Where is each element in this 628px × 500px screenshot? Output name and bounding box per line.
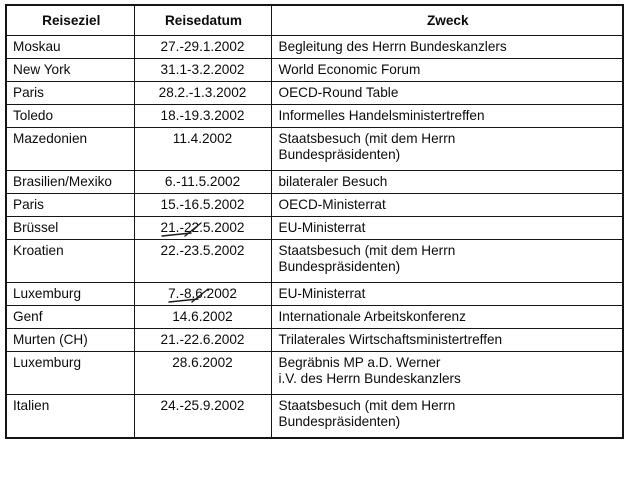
purpose-line: Begleitung des Herrn Bundeskanzlers	[278, 39, 507, 54]
table-row	[6, 329, 623, 352]
purpose-cell	[271, 171, 623, 194]
purpose-line: Trilaterales Wirtschaftsministertreffen	[278, 332, 503, 347]
destination-cell: Toledo	[6, 105, 134, 128]
date-cell	[134, 171, 271, 194]
purpose-line: bilateraler Besuch	[278, 174, 388, 189]
table-row	[6, 395, 623, 439]
strike-stroke	[192, 289, 208, 302]
purpose-line: Bundespräsidenten)	[278, 259, 401, 274]
date-cell	[134, 128, 271, 171]
date-text: 21.-22.6.2002	[160, 332, 245, 347]
handwritten-correction-mark	[168, 288, 228, 304]
table-row	[6, 128, 623, 171]
destination-cell: Mazedonien	[6, 128, 134, 171]
destination-cell: Moskau	[6, 36, 134, 59]
purpose-line: i.V. des Herrn Bundeskanzlers	[278, 371, 461, 386]
date-text: 6.-11.5.2002	[164, 174, 241, 189]
purpose-cell	[271, 240, 623, 283]
table-row	[6, 194, 623, 217]
purpose-line: Staatsbesuch (mit dem Herrn	[278, 131, 456, 146]
purpose-cell	[271, 306, 623, 329]
table-header	[6, 5, 623, 36]
date-cell	[134, 59, 271, 82]
date-text: 31.1-3.2.2002	[160, 62, 245, 77]
date-text: 11.4.2002	[172, 131, 233, 146]
purpose-line: World Economic Forum	[278, 62, 421, 77]
underline-stroke	[169, 299, 198, 302]
table-row	[6, 283, 623, 306]
date-cell	[134, 352, 271, 395]
destination-cell: New York	[6, 59, 134, 82]
purpose-cell	[271, 329, 623, 352]
destination-cell: Murten (CH)	[6, 329, 134, 352]
purpose-line: Internationale Arbeitskonferenz	[278, 309, 466, 324]
date-cell	[134, 217, 271, 240]
date-text: 27.-29.1.2002	[160, 39, 245, 54]
table-row	[6, 59, 623, 82]
purpose-line: Staatsbesuch (mit dem Herrn	[278, 243, 456, 258]
date-text: 21.-22.5.2002	[161, 220, 245, 236]
date-cell	[134, 36, 271, 59]
table-row	[6, 352, 623, 395]
purpose-line: EU-Ministerrat	[278, 220, 366, 235]
purpose-line: Informelles Handelsministertreffen	[278, 108, 485, 123]
table-row	[6, 82, 623, 105]
purpose-line: Bundespräsidenten)	[278, 147, 401, 162]
strike-stroke	[185, 223, 201, 236]
underline-stroke	[162, 233, 191, 236]
column-header-date: Reisedatum	[134, 5, 271, 36]
date-cell	[134, 194, 271, 217]
purpose-line: Begräbnis MP a.D. Werner	[278, 355, 441, 370]
purpose-line: Staatsbesuch (mit dem Herrn	[278, 398, 456, 413]
date-cell	[134, 82, 271, 105]
column-header-purpose: Zweck	[271, 5, 623, 36]
destination-cell: Paris	[6, 194, 134, 217]
destination-cell: Brasilien/Mexiko	[6, 171, 134, 194]
table-body	[6, 36, 623, 439]
destination-cell: Genf	[6, 306, 134, 329]
purpose-cell	[271, 82, 623, 105]
table-row	[6, 306, 623, 329]
date-cell	[134, 306, 271, 329]
purpose-line: Bundespräsidenten)	[278, 414, 401, 429]
travel-table	[5, 4, 624, 439]
purpose-cell	[271, 194, 623, 217]
date-text: 28.2.-1.3.2002	[158, 85, 247, 100]
date-text: 14.6.2002	[172, 309, 233, 324]
table-row	[6, 36, 623, 59]
purpose-line: EU-Ministerrat	[278, 286, 366, 301]
destination-cell: Italien	[6, 395, 134, 439]
date-cell	[134, 240, 271, 283]
handwritten-correction-mark	[161, 222, 221, 238]
destination-cell: Luxemburg	[6, 283, 134, 306]
date-text: 7.-8.6.2002	[168, 286, 237, 302]
purpose-cell	[271, 128, 623, 171]
destination-cell: Paris	[6, 82, 134, 105]
purpose-line: OECD-Round Table	[278, 85, 399, 100]
date-cell	[134, 329, 271, 352]
table-row	[6, 217, 623, 240]
date-cell	[134, 105, 271, 128]
date-text: 24.-25.9.2002	[160, 398, 245, 413]
destination-cell: Kroatien	[6, 240, 134, 283]
purpose-cell	[271, 395, 623, 439]
column-header-destination: Reiseziel	[6, 5, 134, 36]
date-text: 22.-23.5.2002	[160, 243, 245, 258]
purpose-cell	[271, 59, 623, 82]
destination-cell: Brüssel	[6, 217, 134, 240]
purpose-cell	[271, 105, 623, 128]
table-row	[6, 240, 623, 283]
table-row	[6, 171, 623, 194]
destination-cell: Luxemburg	[6, 352, 134, 395]
purpose-cell	[271, 36, 623, 59]
date-cell	[134, 395, 271, 439]
purpose-cell	[271, 352, 623, 395]
purpose-cell	[271, 217, 623, 240]
purpose-cell	[271, 283, 623, 306]
date-text: 15.-16.5.2002	[160, 197, 245, 212]
purpose-line: OECD-Ministerrat	[278, 197, 386, 212]
date-text: 28.6.2002	[172, 355, 233, 370]
header-row	[6, 5, 623, 36]
date-text: 18.-19.3.2002	[160, 108, 245, 123]
date-cell	[134, 283, 271, 306]
table-row	[6, 105, 623, 128]
travel-table-scan	[5, 4, 622, 495]
